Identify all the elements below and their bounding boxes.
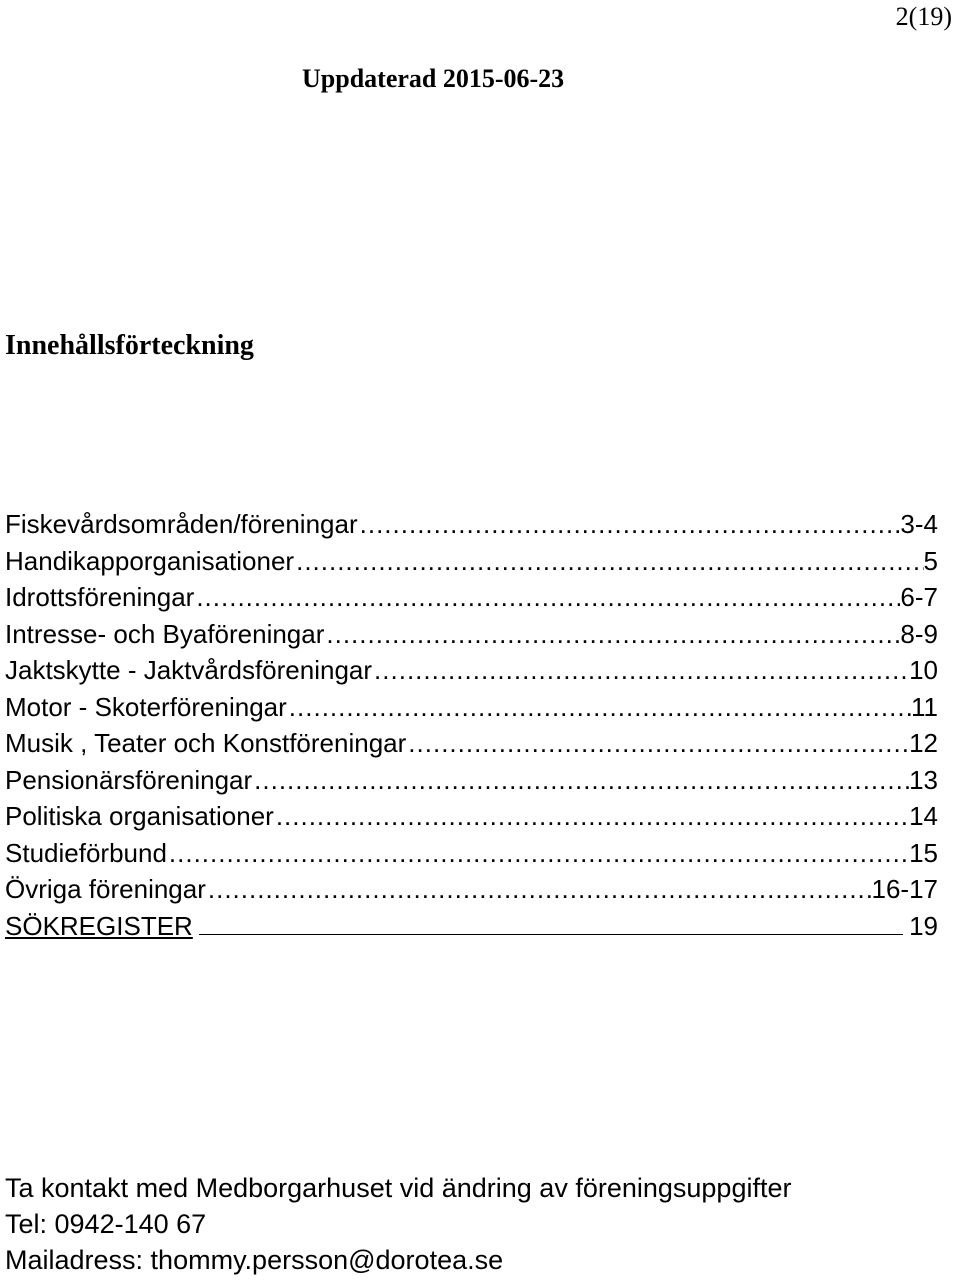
- toc-leader-dots: [294, 543, 923, 580]
- toc-entry-label: Studieförbund: [5, 837, 167, 868]
- toc-entry-sokregister[interactable]: [5, 908, 938, 945]
- toc-entry-label: SÖKREGISTER: [5, 910, 193, 941]
- contact-email: Mailadress: thommy.persson@dorotea.se: [5, 1245, 504, 1275]
- contact-info: [5, 1170, 791, 1278]
- toc-leader-dots: [287, 689, 911, 726]
- contact-phone: Tel: 0942-140 67: [5, 1209, 207, 1239]
- toc-entry-page: 10: [909, 655, 938, 685]
- toc-entry-musik[interactable]: [5, 725, 938, 762]
- toc-entry-label: Jaktskytte - Jaktvårdsföreningar: [5, 655, 373, 685]
- toc-entry-idrott[interactable]: [5, 579, 938, 616]
- toc-entry-page: 3-4: [900, 509, 938, 539]
- toc-leader-dots: [358, 506, 901, 543]
- toc-entry-page: 15: [909, 837, 938, 868]
- toc-entry-handikapp[interactable]: [5, 543, 938, 580]
- toc-entry-intresse[interactable]: [5, 616, 938, 653]
- toc-leader-dots: [274, 798, 909, 835]
- toc-leader-dots: [167, 835, 909, 872]
- toc-entry-page: 19: [909, 910, 938, 941]
- toc-entry-label: Motor - Skoterföreningar: [5, 691, 287, 722]
- toc-leader-dots: [252, 762, 909, 799]
- toc-entry-jaktskytte[interactable]: [5, 652, 938, 689]
- toc-leader-dots: [194, 579, 900, 616]
- toc-entry-page: 12: [909, 728, 938, 758]
- toc-entry-page: 14: [909, 801, 938, 831]
- toc-entry-page: 8-9: [900, 618, 938, 649]
- toc-leader-dots: [206, 871, 872, 908]
- toc-entry-motor[interactable]: [5, 689, 938, 726]
- toc-entry-label: Pensionärsföreningar: [5, 764, 253, 795]
- table-of-contents: [5, 506, 938, 944]
- toc-leader-dots: [406, 725, 909, 762]
- toc-entry-label: Handikapporganisationer: [5, 545, 295, 576]
- updated-date: Uppdaterad 2015-06-23: [302, 64, 565, 93]
- toc-entry-page: 11: [911, 691, 938, 722]
- toc-entry-label: Idrottsföreningar: [5, 582, 195, 612]
- toc-entry-label: Fiskevårdsområden/föreningar: [5, 509, 358, 539]
- toc-entry-label: Övriga föreningar: [5, 874, 206, 904]
- toc-entry-page: 5: [923, 545, 938, 576]
- toc-entry-pensionar[interactable]: [5, 762, 938, 799]
- toc-leader-dots: [324, 616, 900, 653]
- toc-entry-page: 16-17: [871, 874, 938, 904]
- toc-entry-label: Politiska organisationer: [5, 801, 274, 831]
- toc-title: Innehållsförteckning: [5, 330, 254, 361]
- toc-entry-fiskevard[interactable]: [5, 506, 938, 543]
- contact-instruction: Ta kontakt med Medborgarhuset vid ändring av föreningsuppgifter: [5, 1173, 792, 1203]
- toc-entry-ovriga[interactable]: [5, 871, 938, 908]
- toc-leader-dots: [372, 652, 909, 689]
- toc-entry-label: Intresse- och Byaföreningar: [5, 618, 325, 649]
- toc-entry-studieforbund[interactable]: [5, 835, 938, 872]
- toc-entry-politiska[interactable]: [5, 798, 938, 835]
- page-number: 2(19): [895, 2, 952, 31]
- toc-entry-page: 6-7: [900, 582, 938, 612]
- toc-leader-line: [199, 912, 903, 935]
- toc-entry-label: Musik , Teater och Konstföreningar: [5, 728, 407, 758]
- toc-entry-page: 13: [909, 764, 938, 795]
